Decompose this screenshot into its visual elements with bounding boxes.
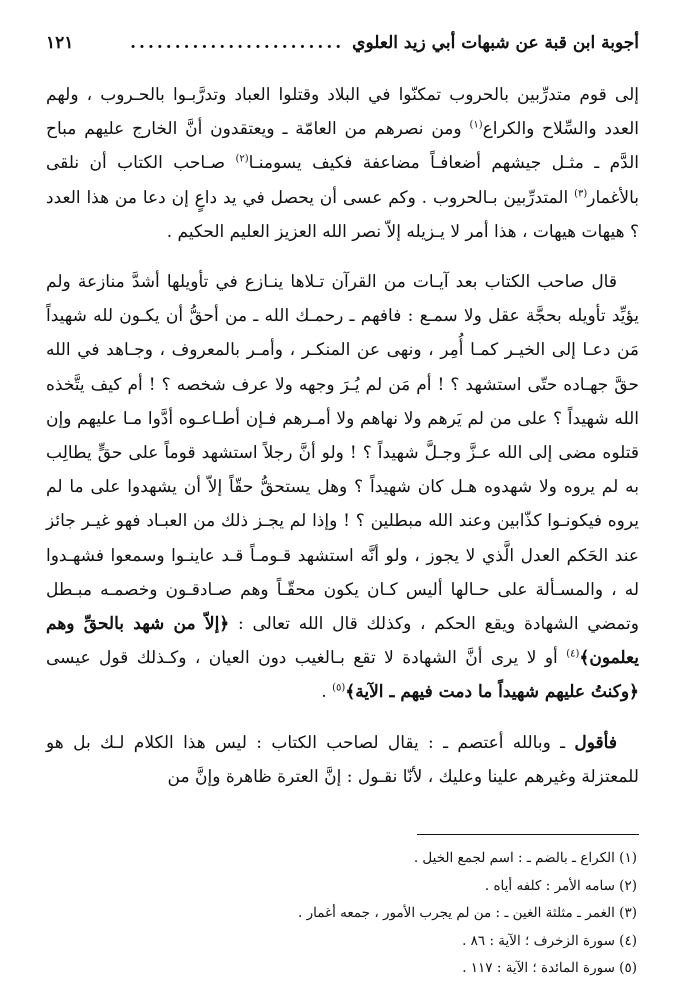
footnote-ref-3: (٣) <box>574 187 588 199</box>
text-segment: قال صاحب الكتاب بعد آيـات من القرآن تـلاها ينـازع في تأويلها أشدَّ منازعة ولم يؤيِّد تأويله بحجَّة عقل ولا سمـع : فافهم ـ رحمـك الله ـ من أحقُّ أن يكـون لله شهيداً مَن دعـا إلى الخيـر كمـا أُمِر ، ونهى عن المنكـر ، وأمـر بالمعروف ، وجـاهد في الله حقَّ جهـاده حتّى استشهد ؟ ! أم مَن لم يُـرَ وجهه ولا عرف شخصه ؟ ! أم كيف يتَّخذه الله شهيداً ؟ على من لم يَرهم ولا نهاهم ولا أمـرهم فـإن أطـاعـوه أدَّوا مـا عليهم وإن قتلوه مضى إلى الله عـزَّ وجـلَّ شهيداً ؟ ! ولو أنَّ رجلاً استشهد قوماً على حقٍّ يطالِب به لم يروه ولا شهدوه هـل كان شهيداً ؟ وهل يستحقُّ حقّاً إلاّ أن يشهدوا على ما لم يروه فيكونـوا كذّابين وعند الله مبطلين ؟ ! وإذا لم يجـز ذلك من العبـاد فهو غيـر جائز عند الحَكم العدل الَّذي لا يجوز ، ولو أنَّه استشهد قـومـاً قـد عاينـوا وسمعوا فشهـدوا له ، والمسـألة على حـالها أليس كـان يكون محقّـاً وهم صـادقـون وخصمـه مبـطل وتمضي الشهادة ويقع الحكم ، وكذلك قال الله تعالى : <box>46 272 639 635</box>
footnote-1: (١) الكراع ـ بالضم ـ : اسم لجمع الخيل . <box>413 850 637 867</box>
quran-verse-2: ﴿وكنتُ عليهم شهيداً ما دمت فيهم ـ الآية﴾ <box>345 682 639 703</box>
running-title: أجوبة ابن قبة عن شبهات أبي زيد العلوي <box>352 33 639 53</box>
paragraph-lead-word: فأقول <box>574 732 617 753</box>
paragraph-3 <box>46 726 639 794</box>
quran-verse-1: ﴿إلاّ من شهد بالحقِّ وهم يعلمون﴾ <box>46 614 639 669</box>
text-segment: إلى قوم متدرِّبين بالحروب تمكنّوا في البلاد وقتلوا العباد وتدرَّبـوا بالحـروب ، ولهم العدد والسِّلاح والكراع <box>46 85 639 140</box>
text-segment: صـاحب الكتاب أن نلقى بالأغمار <box>46 153 639 208</box>
paragraph-2 <box>46 265 639 710</box>
body-text <box>46 78 639 794</box>
footnote-ref-5: (٥) <box>332 682 346 694</box>
dot-leader: ........................ <box>130 33 345 53</box>
text-segment: . <box>321 682 333 703</box>
footnote-5: (٥) سورة المائدة ؛ الآية : ١١٧ . <box>462 960 637 977</box>
footnote-4: (٤) سورة الزخرف ؛ الآية : ٨٦ . <box>462 932 637 949</box>
footnotes <box>46 845 639 983</box>
footnote-ref-2: (٢) <box>235 153 249 165</box>
footnote-separator <box>417 834 639 835</box>
text-segment: ـ وبالله أعتصم ـ : يقال لصاحب الكتاب : ليس هذا الكلام لـك بل هو للمعتزلة وغيرهم علينا وعليك ، لأنّا نقـول : إنَّ العترة ظاهرة وإنَّ من <box>46 732 639 787</box>
page-number: ١٢١ <box>46 33 74 53</box>
footnote-ref-1: (١) <box>469 119 483 131</box>
page-header <box>46 28 639 58</box>
footnote-3: (٣) الغمر ـ مثلثة الغين ـ : من لم يجرب الأمور ، جمعه أغمار . <box>298 905 637 922</box>
text-segment: ومن نصرهم من العامّة ـ ويعتقدون أنَّ الخارج عليهم مباح الدَّم ـ مثـل جيشهم أضعافـاً مضاعفة فكيف يسومنـا <box>46 119 639 174</box>
footnote-2: (٢) سامه الأمر : كلفه أياه . <box>484 877 637 894</box>
footnote-ref-4: (٤) <box>566 648 580 660</box>
text-segment: أو لا يرى أنَّ الشهادة لا تقع بـالغيب دون العيان ، وكـذلك قول عيسى <box>46 648 567 669</box>
paragraph-1 <box>46 78 639 249</box>
text-segment: المتدرِّبين بـالحروب . وكم عسى أن يحصل في يد داعٍ إن دعا من هذا العدد ؟ هيهات هيهات ، هذا أمر لا يـزيله إلاّ نصر الله العزيز العليم الحكيم . <box>46 187 639 242</box>
